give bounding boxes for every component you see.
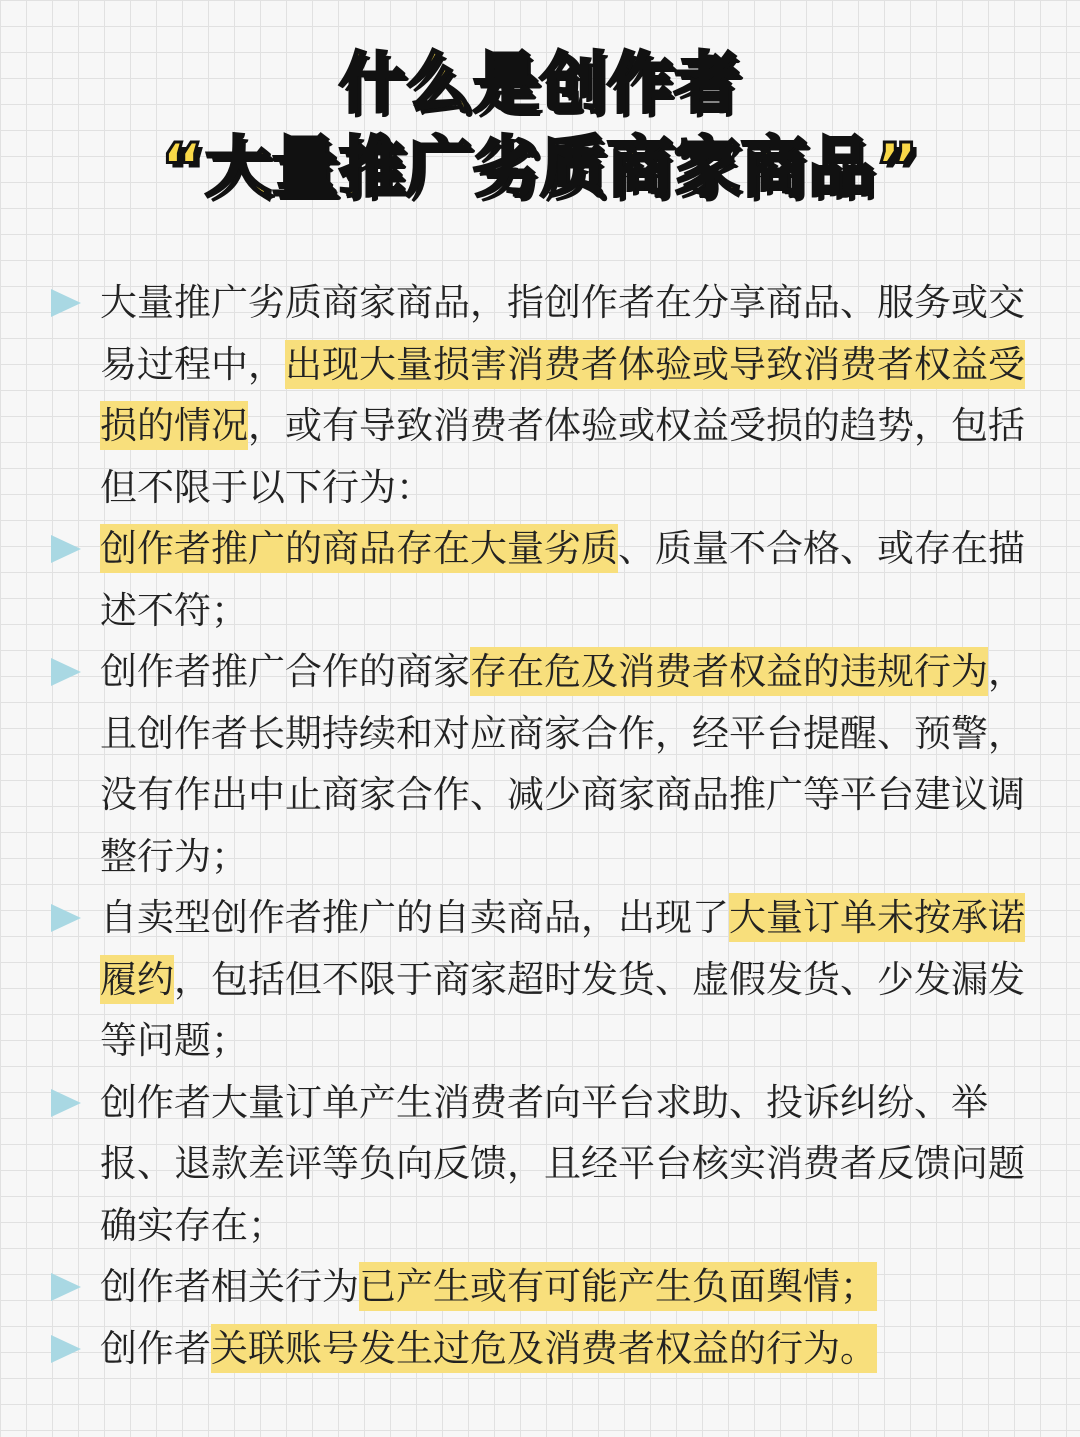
- item-text: 创作者推广合作的商家: [100, 650, 470, 693]
- list-item: [0, 887, 1080, 1072]
- highlighted-text: 出现大量损害消费者体验或导致消费者权益受损的情况: [100, 340, 1025, 451]
- list-item: [0, 518, 1080, 641]
- list-item: [0, 1072, 1080, 1257]
- triangle-right-icon: [51, 535, 81, 563]
- item-text: 、质量不合格、或存在描述不符；: [100, 527, 1025, 632]
- triangle-right-icon: [51, 289, 81, 317]
- triangle-right-icon: [51, 1089, 81, 1117]
- highlighted-text: 存在危及消费者权益的违规行为: [470, 647, 988, 696]
- highlighted-text: 大量订单未按承诺履约: [100, 893, 1025, 1004]
- list-item: [0, 272, 1080, 518]
- triangle-right-icon: [51, 658, 81, 686]
- item-text: 创作者大量订单产生消费者向平台求助、投诉纠纷、举报、退款差评等负向反馈，且经平台核实消费者反馈问题确实存在；: [100, 1080, 1025, 1247]
- highlighted-text: 关联账号发生过危及消费者权益的行为。: [211, 1324, 877, 1373]
- item-text: ，且创作者长期持续和对应商家合作，经平台提醒、预警，没有作出中止商家合作、减少商家商品推广等平台建议调整行为；: [100, 650, 1025, 878]
- highlighted-text: 已产生或有可能产生负面舆情；: [359, 1262, 877, 1311]
- triangle-right-icon: [51, 904, 81, 932]
- list-item: [0, 1318, 1080, 1380]
- page-title: [0, 42, 1080, 210]
- list-item: [0, 1256, 1080, 1318]
- title-line-2: “大量推广劣质商家商品”: [160, 129, 920, 206]
- triangle-right-icon: [51, 1273, 81, 1301]
- item-text: 自卖型创作者推广的自卖商品，出现了: [100, 896, 729, 939]
- triangle-right-icon: [51, 1335, 81, 1363]
- bullet-list: [0, 272, 1080, 1379]
- item-text: ，或有导致消费者体验或权益受损的趋势，包括但不限于以下行为：: [100, 404, 1025, 509]
- list-item: [0, 641, 1080, 887]
- title-line-1: 什么是创作者: [339, 45, 741, 122]
- item-text: 创作者: [100, 1326, 211, 1370]
- highlighted-text: 创作者推广的商品存在大量劣质: [100, 524, 618, 573]
- item-text: 创作者相关行为: [100, 1265, 359, 1308]
- item-text: 大量推广劣质商家商品，指创作者在分享商品、服务或交易过程中，: [100, 281, 1025, 386]
- item-text: ，包括但不限于商家超时发货、虚假发货、少发漏发等问题；: [100, 957, 1025, 1062]
